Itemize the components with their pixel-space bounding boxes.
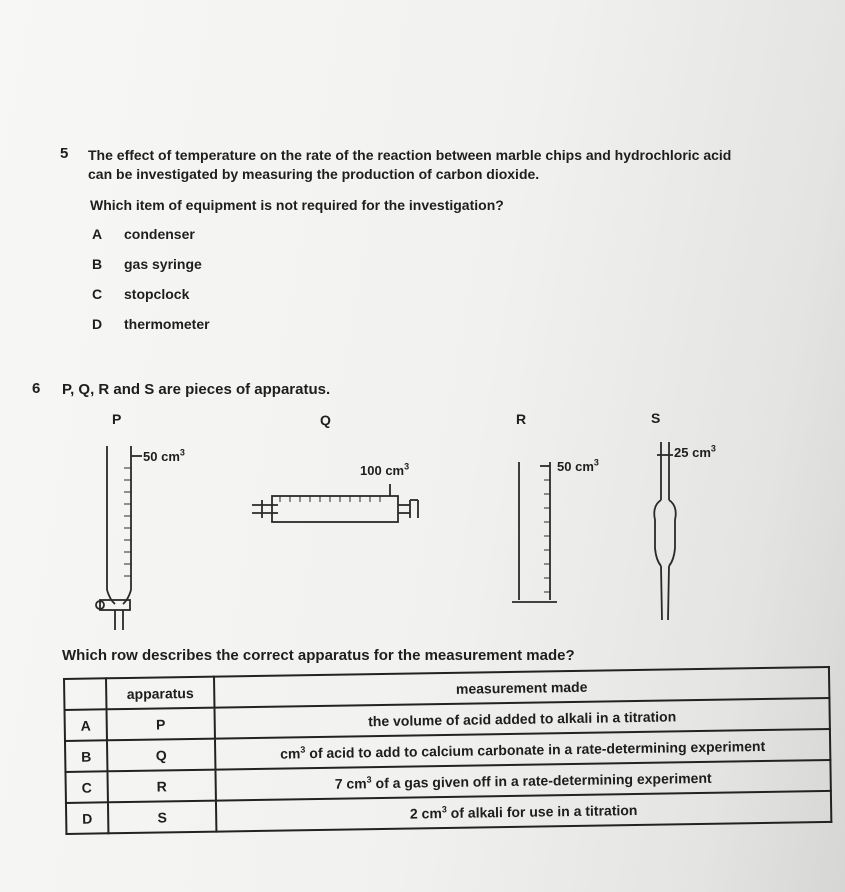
option-d-text: thermometer — [124, 316, 210, 332]
row-measurement-exp: 3 — [300, 744, 306, 755]
option-a-letter: A — [92, 226, 103, 242]
table-header-measurement: measurement made — [214, 667, 829, 708]
apparatus-r-volume-value: 50 — [557, 459, 572, 474]
apparatus-q-volume-value: 100 — [360, 463, 382, 478]
gas-syringe-drawing — [252, 484, 418, 522]
row-apparatus: R — [107, 770, 215, 803]
option-d-letter: D — [92, 316, 103, 332]
option-b-text: gas syringe — [124, 256, 202, 272]
row-measurement-pre: 7 — [334, 775, 347, 792]
apparatus-q-volume-unit: cm — [385, 463, 405, 478]
row-letter: A — [65, 709, 107, 741]
row-apparatus: P — [106, 708, 214, 741]
row-measurement-text: of acid to add to calcium carbonate in a rate-determining experiment — [305, 737, 766, 761]
question-5-stem-line1: The effect of temperature on the rate of the reaction between marble chips and hydrochloric acid — [88, 147, 732, 163]
apparatus-q-volume-exp: 3 — [404, 461, 410, 472]
apparatus-label-r: R — [516, 411, 527, 427]
row-apparatus: Q — [107, 739, 215, 772]
row-measurement-text: the volume of acid added to alkali in a titration — [368, 707, 677, 729]
row-measurement-unit: cm — [280, 744, 301, 762]
burette-drawing — [96, 446, 142, 630]
question-5-stem-line2: can be investigated by measuring the production of carbon dioxide. — [88, 166, 540, 182]
row-measurement-unit: cm — [346, 774, 367, 792]
apparatus-p-volume-value: 50 — [143, 449, 158, 464]
row-measurement-unit: cm — [421, 804, 442, 821]
row-measurement-pre: 2 — [409, 804, 422, 822]
option-c-text: stopclock — [124, 286, 190, 302]
apparatus-label-p: P — [112, 411, 122, 427]
question-6-number: 6 — [32, 380, 41, 397]
table-header-blank — [64, 678, 106, 710]
row-measurement-text: of a gas given off in a rate-determining experiment — [371, 769, 712, 791]
table-header-apparatus: apparatus — [106, 677, 214, 710]
apparatus-s-volume-exp: 3 — [710, 443, 716, 454]
row-measurement-text: of alkali for use in a titration — [446, 801, 638, 821]
apparatus-p-volume-unit: cm — [161, 449, 180, 464]
apparatus-s-volume-unit: cm — [692, 445, 711, 460]
apparatus-r-volume-unit: cm — [575, 459, 594, 474]
apparatus-r-volume-exp: 3 — [593, 457, 599, 468]
question-5-number: 5 — [60, 145, 69, 162]
row-letter: B — [65, 740, 107, 772]
apparatus-label-q: Q — [320, 412, 331, 428]
row-letter: C — [65, 771, 107, 803]
question-5-prompt-emphasis: not — [275, 197, 298, 213]
pipette-drawing — [654, 442, 676, 620]
question-5-prompt-post: required for the investigation? — [297, 197, 504, 213]
measuring-cylinder-drawing — [512, 462, 557, 602]
row-measurement-exp: 3 — [441, 803, 447, 814]
question-6-stem: P, Q, R and S are pieces of apparatus. — [62, 381, 331, 398]
row-measurement-exp: 3 — [366, 774, 372, 785]
question-6-prompt: Which row describes the correct apparatus for the measurement made? — [62, 647, 575, 664]
option-b-letter: B — [92, 256, 103, 272]
apparatus-label-s: S — [651, 410, 661, 426]
apparatus-s-volume-value: 25 — [674, 445, 689, 460]
row-letter: D — [66, 802, 108, 834]
option-a-text: condenser — [124, 226, 195, 242]
question-5-prompt-pre: Which item of equipment is — [90, 197, 276, 213]
row-apparatus: S — [108, 801, 216, 834]
apparatus-p-volume-exp: 3 — [179, 447, 185, 458]
answer-table — [63, 666, 832, 835]
option-c-letter: C — [92, 286, 103, 302]
